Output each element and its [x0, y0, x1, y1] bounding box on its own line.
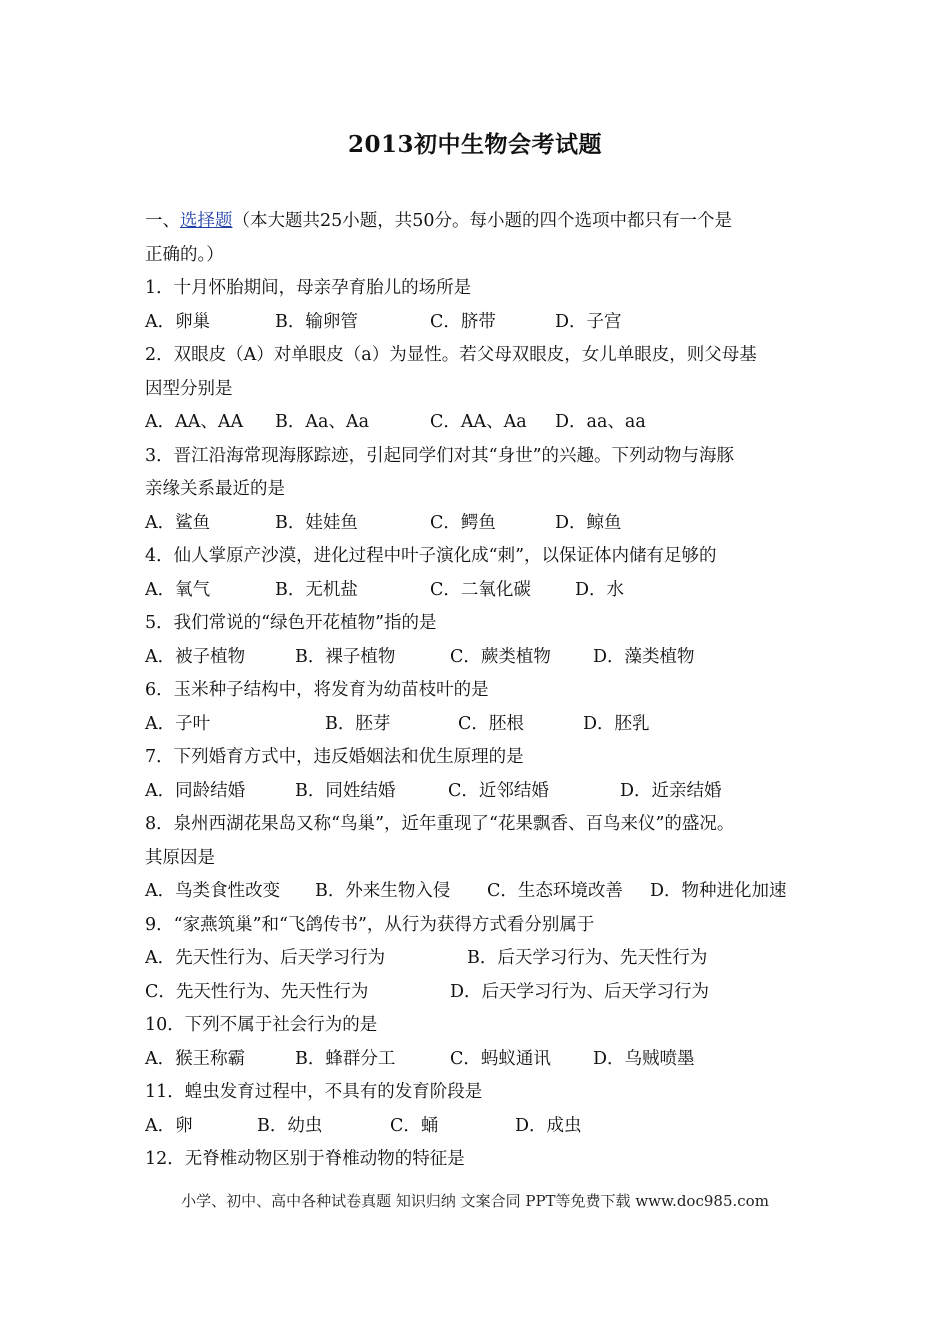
options-row: [145, 976, 825, 1010]
answer-option: B．蜂群分工: [295, 1048, 396, 1069]
question-stem: 1．十月怀胎期间，母亲孕育胎儿的场所是: [145, 278, 472, 298]
answer-option: A．鸟类食性改变: [145, 881, 281, 901]
question-stem: 10．下列不属于社会行为的是: [145, 1015, 378, 1035]
options-row: [145, 775, 825, 809]
options-row: [145, 875, 825, 909]
answer-option: C．脐带: [430, 311, 496, 332]
answer-option: D．aa、aa: [555, 412, 646, 432]
answer-option: D．近亲结婚: [620, 780, 722, 801]
question-stem: 6．玉米种子结构中，将发育为幼苗枝叶的是: [145, 680, 489, 700]
question-stem: 因型分别是: [145, 378, 233, 399]
answer-option: C．鳄鱼: [430, 512, 496, 533]
answer-option: C．先天性行为、先天性行为: [145, 981, 369, 1002]
answer-option: A．子叶: [145, 713, 211, 734]
answer-option: D．鲸鱼: [555, 512, 622, 533]
answer-option: C．生态环境改善: [487, 881, 623, 901]
answer-option: A．鲨鱼: [145, 512, 211, 533]
page-title: 2013初中生物会考试题: [347, 131, 602, 158]
answer-option: C．蕨类植物: [450, 646, 551, 667]
answer-option: A．同龄结婚: [145, 780, 246, 801]
answer-option: A．氧气: [145, 579, 211, 600]
answer-option: B．无机盐: [275, 579, 358, 600]
answer-option: D．藻类植物: [593, 646, 695, 667]
answer-option: D．水: [575, 579, 625, 600]
section-description: （本大题共25小题，共50分。每小题的四个选项中都只有一个是: [232, 211, 733, 231]
answer-option: B．外来生物入侵: [315, 881, 451, 901]
answer-option: D．子宫: [555, 311, 622, 332]
question-stem: 5．我们常说的“绿色开花植物”指的是: [145, 613, 437, 633]
answer-option: C．胚根: [458, 713, 524, 734]
answer-option: D．乌贼喷墨: [593, 1048, 695, 1069]
options-row: [145, 406, 825, 440]
answer-option: B．裸子植物: [295, 646, 396, 667]
options-row: [145, 1043, 825, 1077]
answer-option: A．被子植物: [145, 646, 246, 667]
section-description-cont: 正确的。）: [145, 244, 224, 265]
options-row: [145, 641, 825, 675]
choice-questions-link[interactable]: 选择题: [180, 211, 233, 231]
options-row: [145, 1110, 825, 1144]
section-heading: [145, 205, 825, 239]
answer-option: D．物种进化加速: [650, 881, 787, 901]
answer-option: C．蚂蚁通讯: [450, 1048, 551, 1069]
question-stem: 2．双眼皮（A）对单眼皮（a）为显性。若父母双眼皮，女儿单眼皮，则父母基: [145, 345, 757, 365]
answer-option: C．近邻结婚: [448, 780, 549, 801]
options-row: [145, 708, 825, 742]
question-stem: 其原因是: [145, 847, 215, 868]
answer-option: A．猴王称霸: [145, 1048, 246, 1069]
answer-option: B．幼虫: [257, 1115, 323, 1136]
options-row: [145, 507, 825, 541]
answer-option: A．先天性行为、后天学习行为: [145, 948, 386, 968]
question-stem: 9．“家燕筑巢”和“飞鸽传书”，从行为获得方式看分别属于: [145, 914, 595, 935]
answer-option: C．二氧化碳: [430, 579, 531, 600]
answer-option: B．输卵管: [275, 311, 358, 332]
answer-option: B．后天学习行为、先天性行为: [467, 948, 708, 968]
question-stem: 3．晋江沿海常现海豚踪迹，引起同学们对其“身世”的兴趣。下列动物与海豚: [145, 445, 735, 466]
answer-option: A．AA、AA: [145, 412, 244, 432]
question-stem: 7．下列婚育方式中，违反婚姻法和优生原理的是: [145, 747, 524, 767]
answer-option: B．同姓结婚: [295, 780, 396, 801]
answer-option: D．成虫: [515, 1115, 582, 1136]
options-row: [145, 574, 825, 608]
question-body: [145, 205, 825, 1177]
question-stem: 8．泉州西湖花果岛又称“鸟巢”，近年重现了“花果飘香、百鸟来仪”的盛况。: [145, 814, 735, 834]
answer-option: A．卵巢: [145, 311, 211, 332]
answer-option: A．卵: [145, 1115, 193, 1136]
answer-option: D．后天学习行为、后天学习行为: [450, 981, 710, 1002]
answer-option: C．蛹: [390, 1115, 439, 1136]
question-stem: 亲缘关系最近的是: [145, 479, 285, 499]
section-prefix: 一、: [145, 211, 180, 231]
question-stem: 11．蝗虫发育过程中，不具有的发育阶段是: [145, 1082, 483, 1102]
answer-option: B．Aa、Aa: [275, 412, 370, 432]
answer-option: B．娃娃鱼: [275, 512, 358, 533]
options-row: [145, 942, 825, 976]
options-row: [145, 306, 825, 340]
footer-note: 小学、初中、高中各种试卷真题 知识归纳 文案合同 PPT等免费下载 www.doc985.com: [181, 1192, 769, 1210]
question-stem: 4．仙人掌原产沙漠，进化过程中叶子演化成“刺”，以保证体内储有足够的: [145, 546, 717, 566]
answer-option: C．AA、Aa: [430, 412, 527, 432]
question-stem: 12．无脊椎动物区别于脊椎动物的特征是: [145, 1149, 465, 1169]
answer-option: B．胚芽: [325, 713, 391, 734]
answer-option: D．胚乳: [583, 713, 650, 734]
